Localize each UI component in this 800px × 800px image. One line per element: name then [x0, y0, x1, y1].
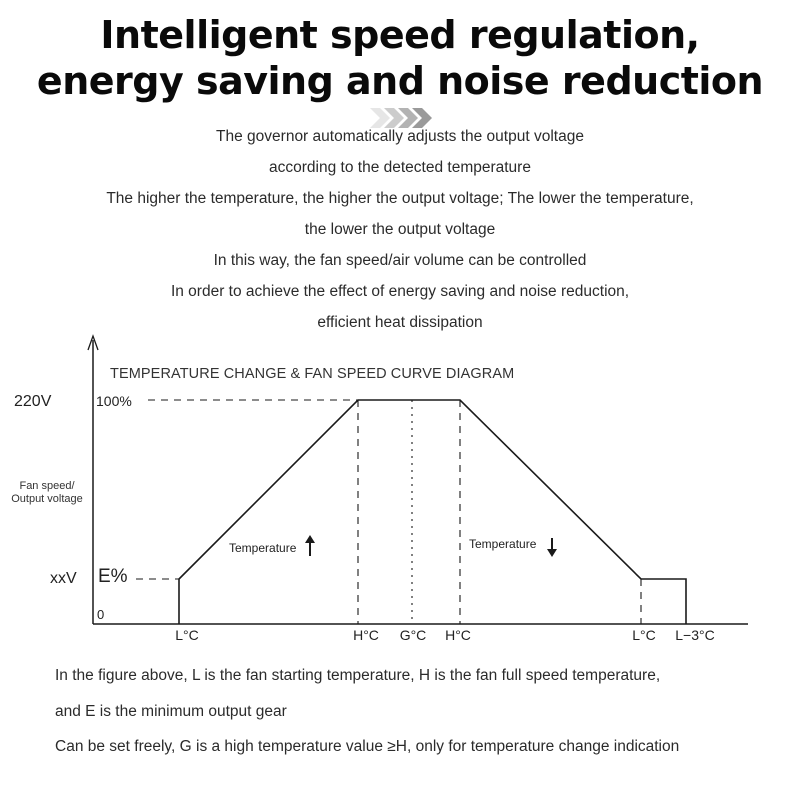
arrow-down-icon — [547, 538, 557, 557]
y-low-voltage: xxV — [50, 570, 77, 587]
description-line-5: In this way, the fan speed/air volume can be controlled — [213, 252, 587, 269]
fan-speed-curve — [179, 400, 686, 624]
x-tick-h-rise: H°C — [353, 627, 379, 643]
footer-note-3: Can be set freely, G is a high temperature value ≥H, only for temperature change indication — [55, 738, 680, 755]
y-top-voltage: 220V — [14, 393, 52, 410]
description-line-1: The governor automatically adjusts the output voltage — [216, 128, 584, 145]
description-line-6: In order to achieve the effect of energy saving and noise reduction, — [170, 283, 630, 300]
footer-note-2: and E is the minimum output gear — [55, 703, 287, 720]
x-tick-h-fall: H°C — [445, 627, 471, 643]
y-axis-label-line-1: Fan speed/ — [19, 480, 75, 492]
y-axis-label — [2, 480, 92, 506]
x-tick-l-fall: L°C — [632, 627, 656, 643]
x-tick-l-start: L°C — [175, 627, 199, 643]
diagram-title: TEMPERATURE CHANGE & FAN SPEED CURVE DIAGRAM — [110, 366, 515, 382]
footer-note-1: In the figure above, L is the fan starting temperature, H is the fan full speed temperature, — [55, 667, 661, 684]
description-line-7: efficient heat dissipation — [317, 314, 483, 331]
y-axis-label-line-2: Output voltage — [11, 493, 83, 505]
y-top-percent: 100% — [96, 393, 132, 409]
description-line-4: the lower the output voltage — [304, 221, 496, 238]
falling-temperature-label: Temperature — [469, 537, 537, 551]
y-low-percent: E% — [98, 566, 128, 587]
origin-label: 0 — [97, 607, 105, 622]
rising-temperature-label: Temperature — [229, 541, 297, 555]
arrow-up-icon — [305, 535, 315, 556]
description-line-2: according to the detected temperature — [269, 159, 531, 176]
description-line-3: The higher the temperature, the higher the output voltage; The lower the temperature, — [106, 190, 694, 207]
headline-line-2: energy saving and noise reduction — [36, 59, 764, 103]
x-tick-g: G°C — [399, 627, 427, 643]
x-tick-l-minus-3: L−3°C — [675, 627, 715, 643]
headline-line-1: Intelligent speed regulation, — [100, 13, 700, 57]
